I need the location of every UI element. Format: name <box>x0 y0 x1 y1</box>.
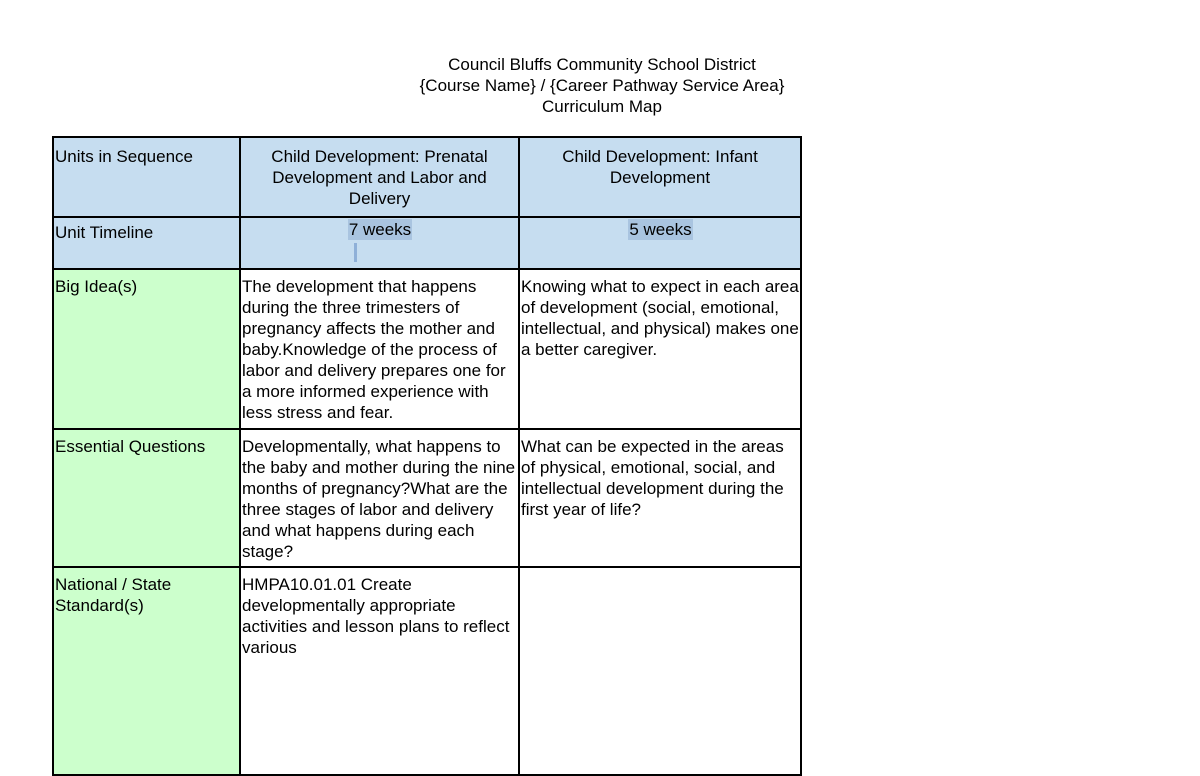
district-name: Council Bluffs Community School District <box>448 55 756 74</box>
unit-2-essential-questions[interactable]: What can be expected in the areas of physical, emotional, social, and intellectual development during the first year of life? <box>519 429 801 567</box>
document-header <box>302 54 902 117</box>
unit-1-standards[interactable]: HMPA10.01.01 Create developmentally appropriate activities and lesson plans to reflect various <box>240 567 519 775</box>
timeline-row <box>53 217 801 269</box>
standards-row <box>53 567 801 775</box>
unit-1-timeline-cell[interactable] <box>240 217 519 269</box>
unit-1-big-idea[interactable]: The development that happens during the three trimesters of pregnancy affects the mother and baby.Knowledge of the process of labor and delivery prepares one for a more informed experience with less stress and fear. <box>240 269 519 429</box>
unit-2-timeline: 5 weeks <box>629 220 692 239</box>
row-label-standards[interactable]: National / State Standard(s) <box>53 567 240 775</box>
unit-2-big-idea[interactable]: Knowing what to expect in each area of development (social, emotional, intellectual, and physical) makes one a better caregiver. <box>519 269 801 429</box>
unit-2-standards[interactable] <box>519 567 801 775</box>
essential-questions-row <box>53 429 801 567</box>
text-cursor <box>354 243 357 262</box>
unit-1-essential-questions[interactable]: Developmentally, what happens to the baby and mother during the nine months of pregnancy?What are the three stages of labor and delivery and what happens during each stage? <box>240 429 519 567</box>
unit-2-title[interactable]: Child Development: Infant Development <box>519 137 801 217</box>
units-row <box>53 137 801 217</box>
curriculum-map-table <box>52 136 802 776</box>
big-ideas-row <box>53 269 801 429</box>
row-label-big-ideas[interactable]: Big Idea(s) <box>53 269 240 429</box>
row-label-timeline[interactable]: Unit Timeline <box>53 217 240 269</box>
unit-1-title[interactable]: Child Development: Prenatal Development and Labor and Delivery <box>240 137 519 217</box>
row-label-units[interactable]: Units in Sequence <box>53 137 240 217</box>
unit-1-timeline: 7 weeks <box>348 220 412 239</box>
unit-2-timeline-cell[interactable] <box>519 217 801 269</box>
course-name: {Course Name} / {Career Pathway Service Area} <box>419 76 785 95</box>
document-type: Curriculum Map <box>542 97 662 116</box>
row-label-essential-questions[interactable]: Essential Questions <box>53 429 240 567</box>
